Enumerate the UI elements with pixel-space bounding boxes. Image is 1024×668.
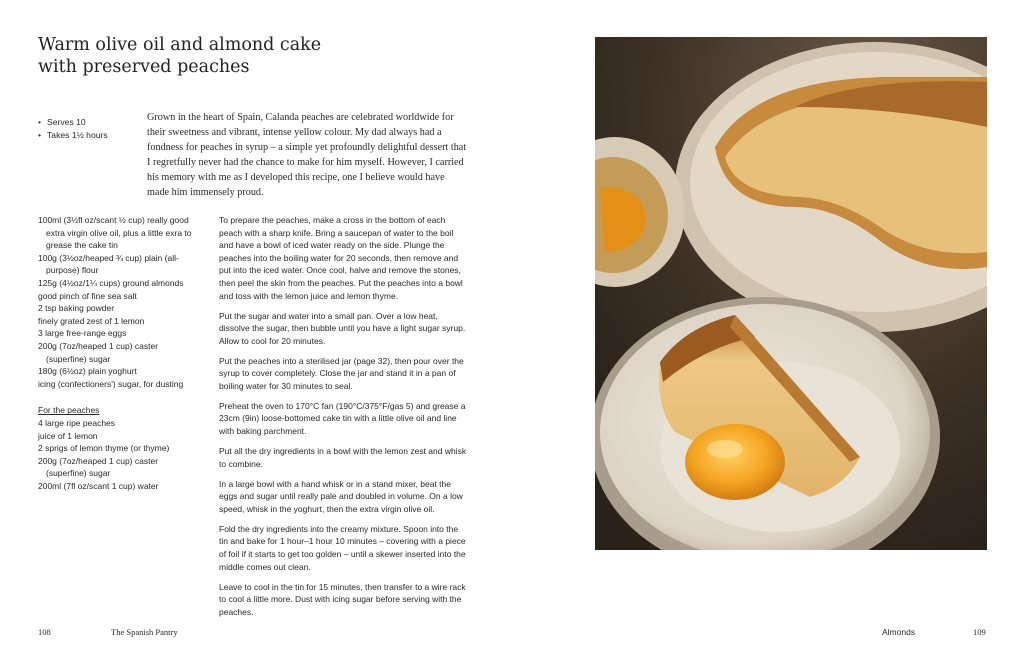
recipe-title xyxy=(38,34,368,78)
servings: • Serves 10 xyxy=(38,116,138,129)
duration: • Takes 1½ hours xyxy=(38,129,138,142)
method-step: Fold the dry ingredients into the creamy mixture. Spoon into the tin and bake for 1 hour–1 hour 10 minutes – covering with a piece of foil if it starts to get too golden – until a skewer inserted into the middle comes out clean. xyxy=(219,523,466,572)
left-page-number: 108 xyxy=(38,627,51,637)
running-title: The Spanish Pantry xyxy=(111,627,178,637)
ingredient: 200g (7oz/heaped 1 cup) caster (superfine) sugar xyxy=(38,455,159,479)
ingredient: good pinch of fine sea salt xyxy=(38,290,137,301)
method-step: In a large bowl with a hand whisk or in a stand mixer, beat the eggs and sugar until really pale and doubled in volume. On a low speed, whisk in the yoghurt, then the extra virgin olive oil. xyxy=(219,478,463,514)
method-step: To prepare the peaches, make a cross in the bottom of each peach with a sharp knife. Bring a saucepan of water to the boil and have a bowl of iced water ready on the side. Plunge the peaches into the boiling water for 20 seconds, then remove and put into the iced water. Once cool, halve and remove the stones, then peel the skin from the peaches. Put the peaches into a bowl and toss with the lemon juice and lemon thyme. xyxy=(219,215,463,301)
section-name: Almonds xyxy=(882,627,916,637)
method-step: Preheat the oven to 170°C fan (190°C/375°F/gas 5) and grease a 23cm (9in) loose-bottomed cake tin with a little olive oil and line with baking parchment. xyxy=(219,400,466,437)
ingredient: finely grated zest of 1 lemon xyxy=(38,315,145,326)
ingredient: 2 sprigs of lemon thyme (or thyme) xyxy=(38,443,170,454)
ingredient: icing (confectioners') sugar, for dusting xyxy=(38,378,184,389)
ingredient: 100g (3½oz/heaped ¾ cup) plain (all-purpose) flour xyxy=(38,252,179,276)
ingredient: 100ml (3½fl oz/scant ½ cup) really good extra virgin olive oil, plus a little exra to grease the cake tin xyxy=(38,215,192,251)
method-step: Put the peaches into a sterilised jar (page 32), then pour over the syrup to cover completely. Close the jar and stand it in a pan of boiling water for 30 minutes to seal. xyxy=(219,355,464,391)
ingredient: 4 large ripe peaches xyxy=(38,417,116,428)
method-step: Leave to cool in the tin for 15 minutes, then transfer to a wire rack to cool a little more. Dust with icing sugar before serving with the peaches. xyxy=(219,581,466,617)
ingredient: 2 tsp baking powder xyxy=(38,303,115,314)
recipe-intro: Grown in the heart of Spain, Calanda peaches are celebrated worldwide for their sweetness and vibrant, intense yellow colour. My dad always had a fondness for peaches in syrup – a simple yet profoundly delightful dessert that I regretfully never had the chance to make for him myself. However, I carried his memory with me as I developed this recipe, one I believe would have made him immensely proud. xyxy=(147,112,467,198)
method-step: Put the sugar and water into a small pan. Over a low heat, dissolve the sugar, then bubble until you have a light sugar syrup. Allow to cool for 20 minutes. xyxy=(219,310,466,346)
ingredient: 180g (6½oz) plain yoghurt xyxy=(38,366,137,377)
ingredient: juice of 1 lemon xyxy=(38,430,98,441)
recipe-meta xyxy=(38,116,138,142)
right-page-number: 109 xyxy=(973,627,986,637)
ingredient: 200g (7oz/heaped 1 cup) caster (superfine) sugar xyxy=(38,340,159,364)
ingredient: 200ml (7fl oz/scant 1 cup) water xyxy=(38,480,159,491)
ingredients-list xyxy=(38,214,198,492)
cake-photo xyxy=(595,37,987,550)
ingredient: 125g (4½oz/1¼ cups) ground almonds xyxy=(38,277,184,288)
ingredient: 3 large free-range eggs xyxy=(38,328,127,339)
method-steps xyxy=(219,214,469,626)
peaches-subheading: For the peaches xyxy=(38,405,100,416)
recipe-title-line-2: with preserved peaches xyxy=(38,57,250,77)
method-step: Put all the dry ingredients in a bowl with the lemon zest and whisk to combine. xyxy=(219,446,467,469)
recipe-title-line-1: Warm olive oil and almond cake xyxy=(38,35,322,55)
right-page xyxy=(512,0,1024,668)
